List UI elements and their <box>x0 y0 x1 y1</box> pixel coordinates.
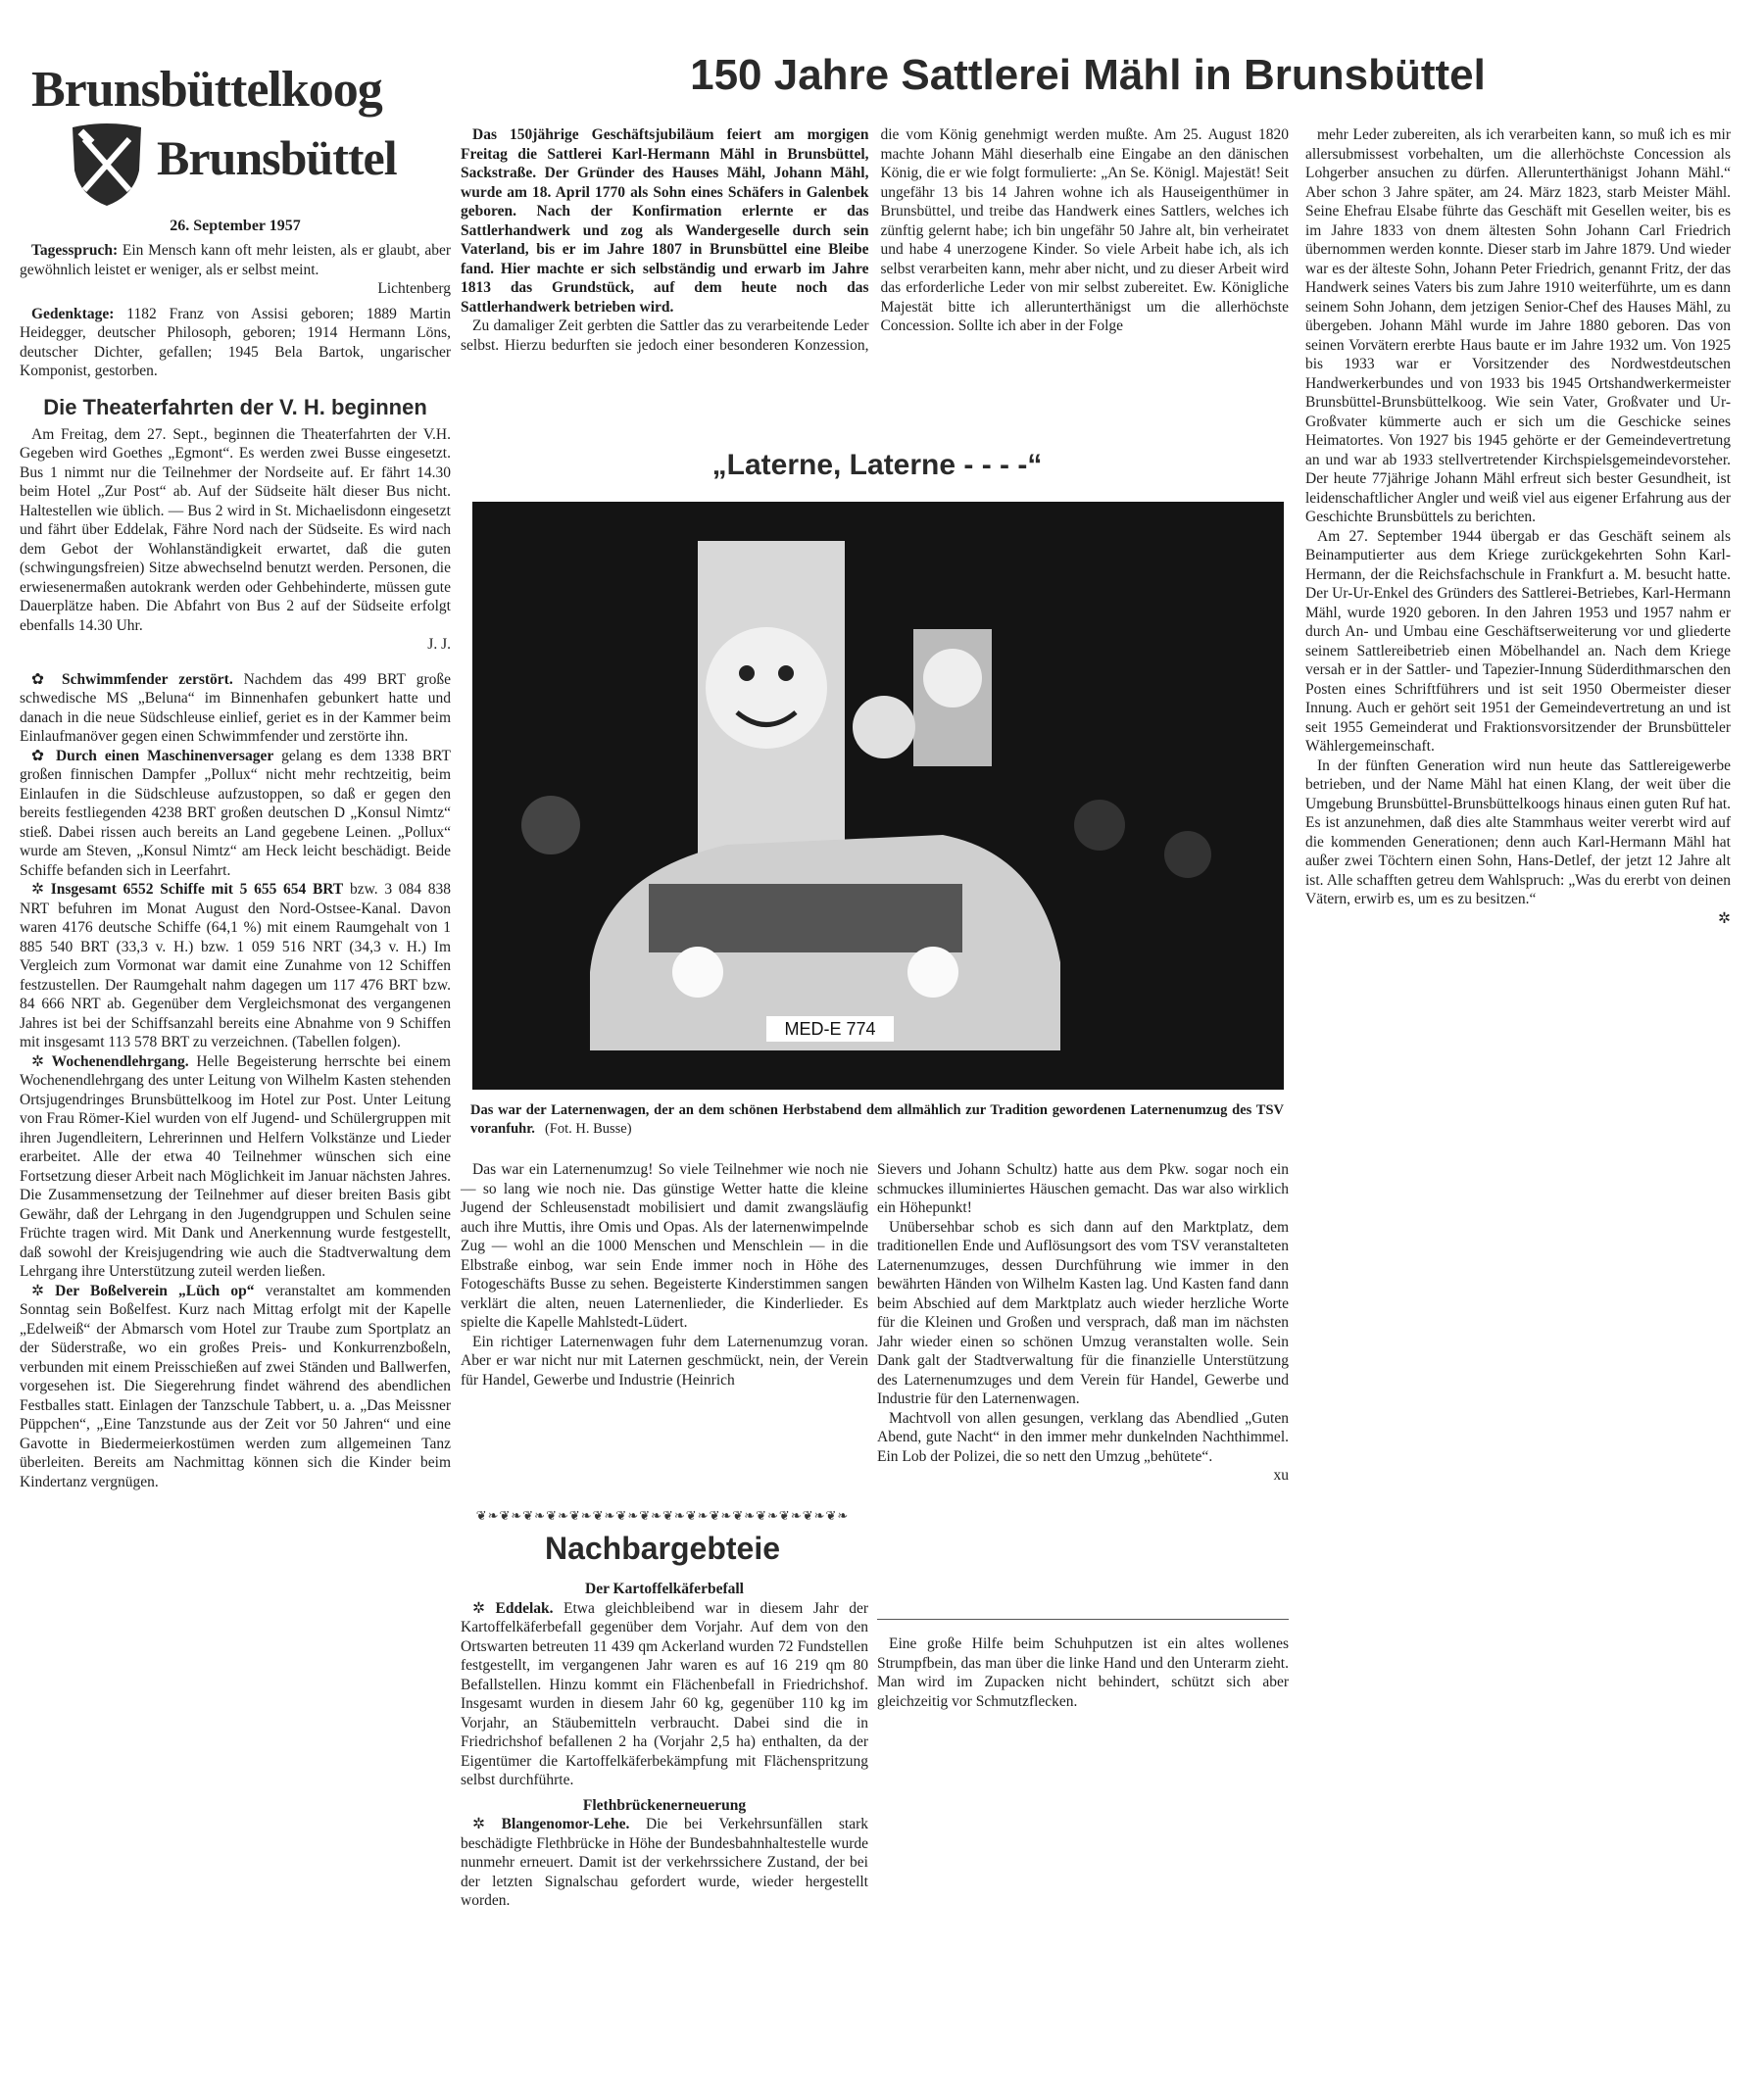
ornament-divider: ❦❧❦❧❦❧❦❧❦❧❦❧❦❧❦❧❦❧❦❧❦❧❦❧❦❧❦❧❦❧❦❧ <box>475 1508 850 1523</box>
fleth-subheading: Flethbrückenerneuerung <box>582 1796 747 1814</box>
maschinen-label: Durch einen Maschinenversager <box>55 747 274 764</box>
gedenktage-text: 1182 Franz von Assisi geboren; 1889 Martin Heidegger, deutscher Philosoph, geboren; 1914 Hermann Löns, deutscher Dichter, gefallen; 1945 Bela Bartok, ungarischer Komponist, gestorben. <box>20 305 451 379</box>
laterne-p5: Machtvoll von allen gesungen, verklang das Abendlied „Guten Abend, gute Nacht“ in den immer mehr dunkelnden Nachthimmel. Ein Lob der Polizei, die so nett den Umzug „behütete“. <box>877 1409 1289 1465</box>
eddelak-text: Etwa gleichbleibend war in diesem Jahr der Kartoffelkäferbefall gegenüber dem Vorjahr. Auf dem von den Ortswarten betreuten 11 439 qm Ackerland wurden 72 Fundstellen festgestellt, im vergangenen Jahr waren es auf 16 219 qm 80 Befallstellen. Hinzu kommt ein Flächenbefall in Friedrichshof. Insgesamt wurden in diesem Jahr 60 kg, gegenüber 110 kg im Vorjahr, an Stäubemitteln verbraucht. Dabei sind die in Friedrichshof befallenen 2 ha (Vorjahr 2,5 ha) enthalten, da der Eigentümer die Kartoffelkäferbekämpfung mit Flächenspritzung selbst durchführte. <box>461 1599 868 1788</box>
nachbar-column: Der Kartoffelkäferbefall ✲ Eddelak. Etwa gleichbleibend war in diesem Jahr der Kartoffelkäferbefall gegenüber dem Vorjahr. Auf dem von den Ortswarten betreuten 11 439 qm Ackerland wurden 72 Fundstellen festgestellt, im vergangenen Jahr waren es auf 16 219 qm 80 Befallstellen. Hinzu kommt ein Flächenbefall in Friedrichshof. Insgesamt wurden in diesem Jahr 60 kg, gegenüber 110 kg im Vorjahr, an Stäubemitteln verbraucht. Dabei sind die in Friedrichshof befallenen 2 ha (Vorjahr 2,5 ha) enthalten, da der Eigentümer die Kartoffelkäferbekämpfung mit Flächenspritzung selbst durchführte. Flethbrückenerneuerung ✲ Blangenomor-Lehe. Die bei Verkehrsunfällen stark beschädigte Flethbrücke in Höhe der Bundesbahnhaltestelle wurde nunmehr erneuert. Damit ist der verkehrssichere Zustand, der bei der letzten Signalschau gefordert wurde, wieder hergestellt worden. <box>461 1581 868 1909</box>
kartoffel-subheading: Der Kartoffelkäferbefall <box>585 1581 744 1597</box>
theater-text: Am Freitag, dem 27. Sept., beginnen die Theaterfahrten der V.H. Gegeben wird Goethes „Egmont“. Es werden zwei Busse eingesetzt. Bus 1 nimmt nur die Teilnehmer der Nordseite auf. Er fährt 14.30 beim Hotel „Zur Post“ ab. Auf der Südseite hält dieser Bus nicht. Haltestellen wie üblich. — Bus 2 wird in St. Michaelisdonn eingesetzt und fährt über Eddelak, Fähre Nord nach der Südseite. Es wird nach dem Gebot der Wohlanständigkeit erwartet, daß die guten (schwingungsfreien) Sitze abwechselnd benutzt werden. Personen, die erwiesenermaßen autokrank werden oder Gehbehinderte, müssen gute Dauerplätze haben. Die Abfahrt von Bus 2 auf der Südseite erfolgt ebenfalls 14.30 Uhr. <box>20 425 451 634</box>
masthead-line1: Brunsbüttelkoog <box>31 62 382 118</box>
laterne-p3: Sievers und Johann Schultz) hatte aus dem Pkw. sogar noch ein schmuckes illuminiertes Häuschen gemacht. Das war also wirklich ein Höhepunkt! <box>877 1161 1289 1216</box>
coat-of-arms-icon <box>69 122 145 208</box>
main-col4a: mehr Leder zubereiten, als ich verarbeiten kann, so muß ich es mir allersubmissest vorbehalten, um die allerhöchste Concession als Lohgerber ansuchen zu dürfen. Allerunterthänigst Johann Mähl.“ Aber schon 3 Jahre später, am 24. März 1823, starb Meister Mähl. Seine Ehefrau Elsabe führte das Geschäft mit Gesellen weiter, bis es im Jahre 1833 von dnem ältesten Sohn Johann Carl Friedrich übernommen werden konnte. Dieser starb im Jahre 1879. Und wieder war es der älteste Sohn, Johann Peter Friedrich, genannt Fritz, der das Handwerk seines Vaters bis zum Jahre 1910 weiterführte, um es dann seinem Sohn Johann, dem jetzigen Senior-Chef des Hauses Mähl, zu übergeben. Johann Mähl wurde im Jahre 1880 geboren. Das von seinen Vorvätern ererbte Haus baute er im Jahre 1932 um. Von 1925 bis 1933 war er Vorsitzender des Nordwestdeutschen Handwerkerbundes und von 1933 bis 1945 Ortshandwerkermeister Brunsbüttel-Brunsbüttelkoog. Wie sein Vater, Großvater und Ur-Großvater kümmerte auch er sich um die Geschicke seines Heimatortes. Von 1927 bis 1945 gehörte er der Gemeindevertretung an und war ab 1933 stellvertretender Kirchspielsgemeindevorsteher. Der heute 77jährige Johann Mähl erfreut sich bester Gesundheit, ist leidenschaftlicher Angler und weiß viel aus eigener Erfahrung aus der Geschichte Brunsbüttels zu berichten. <box>1305 126 1731 525</box>
maschinen-text: gelang es dem 1338 BRT großen finnischen Dampfer „Pollux“ nicht mehr rechtzeitig, beim Einlaufen in die Südschleuse aufzustoppen, so daß er gegen den bereits festliegenden 4238 BRT großen deutschen D „Konsul Nimtz“ stieß. Dabei rissen auch bereits an Land gegebene Leinen. „Pollux“ wurde am Steven, „Konsul Nimtz“ am Heck leicht beschädigt. Beide Schiffe befanden sich in Leerfahrt. <box>20 747 452 879</box>
caption-text: Das war der Laternenwagen, der an dem schönen Herbstabend dem allmählich zur Tradition gewordenen Laternenumzug des TSV voranfuhr. <box>470 1102 1284 1137</box>
tagesspruch-text: Ein Mensch kann oft mehr leisten, als er glaubt, aber gewöhnlich leistet er weniger, als er selbst meint. <box>20 242 451 278</box>
main-col4b: Am 27. September 1944 übergab er das Geschäft seinem als Beinamputierter aus dem Kriege zurückgekehrten Sohn Karl-Hermann, der die Reichsfachschule in Frankfurt a. M. besucht hatte. Der Ur-Ur-Enkel des Gründers des Sattlerei-Betriebes, Karl-Hermann Mähl, wurde 1920 geboren. In den Jahren 1953 und 1957 nahm er durch An- und Umbau eine Geschäftserweiterung vor und gliederte seinem Sattlereibetrieb einen Möbelhandel an. Nach dem Kriege versah er in der Sattler- und Tapezier-Innung Süderdithmarschen den Posten eines Schriftführers und ist seit 1950 Obermeister dieser Innung. Auch er gehört seit 1951 der Gemeindevertretung an und ist seit 1955 Gemeinderat und Fraktionsvorsitzender der Brunsbütteler Wählergemeinschaft. <box>1305 527 1731 755</box>
photo-credit: (Fot. H. Busse) <box>544 1121 632 1137</box>
bossel-text: veranstaltet am kommenden Sonntag sein Boßelfest. Kurz nach Mittag erfolgt mit der Kapelle „Edelweiß“ der Abmarsch vom Hotel zur Traube zum Sportplatz an der Süderstraße, wo ein großes Preis- und Konkurrenzboßeln, verbunden mit einem Preisschießen auf zwei Ständen und Ballwerfen, vorgesehen ist. Die Siegerehrung findet während des abendlichen Festballes statt. Einlagen der Tanzschule Tabbert, u. a. „Das Meissner Püppchen“, „Eine Tanzstunde aus der Zeit vor 50 Jahren“ und eine Gavotte in Biedermeierkostümen werden zum allgemeinen Tanz überleiten. Bereits am Nachmittag können sich die Kinder beim Kindertanz vergnügen. <box>20 1282 451 1490</box>
main-headline: 150 Jahre Sattlerei Mähl in Brunsbüttel <box>690 51 1486 99</box>
tagesspruch-author: Lichtenberg <box>377 280 451 297</box>
nachbar-heading: Nachbargebteie <box>544 1531 781 1566</box>
blangenmoor-text: Die bei Verkehrsunfällen stark beschädigte Flethbrücke in Höhe der Bundesbahnhaltestelle wurde nunmehr erneuert. Damit ist der verkehrssichere Zustand, der bei der letzten Signalschau gefordert wurde, wieder hergestellt worden. <box>461 1816 868 1909</box>
left-column: Tagesspruch: Ein Mensch kann oft mehr leisten, als er glaubt, aber gewöhnlich leistet er weniger, als er selbst meint. Lichtenberg Gedenktage: 1182 Franz von Assisi geboren; 1889 Martin Heidegger, deutscher Philosoph, geboren; 1914 Hermann Löns, deutscher Dichter, gefallen; 1945 Bela Bartok, ungarischer Komponist, gestorben. Die Theaterfahrten der V. H. beginnen Am Freitag, dem 27. Sept., beginnen die Theaterfahrten der V.H. Gegeben wird Goethes „Egmont“. Es werden zwei Busse eingesetzt. Bus 1 nimmt nur die Teilnehmer der Nordseite auf. Er fährt 14.30 beim Hotel „Zur Post“ ab. Auf der Südseite hält dieser Bus nicht. Haltestellen wie üblich. — Bus 2 wird in St. Michaelisdonn eingesetzt und fährt über Eddelak, Fähre Nord nach der Südseite. Es wird nach dem Gebot der Wohlanständigkeit erwartet, daß die guten (schwingungsfreien) Sitze abwechselnd benutzt werden. Personen, die erwiesenermaßen autokrank werden oder Gehbehinderte, müssen gute Dauerplätze haben. Die Abfahrt von Bus 2 auf der Südseite erfolgt ebenfalls 14.30 Uhr. J. J. ✿ Schwimmfender zerstört. Nachdem das 499 BRT große schwedische MS „Beluna“ im Binnenhafen gebunkert hatte und danach in die neue Südschleuse einlief, geriet es in der Kammer beim Einlaufmanöver gegen einen Schwimmfender und zerstörte ihn. ✿ Durch einen Maschinenversager gelang es dem 1338 BRT großen finnischen Dampfer „Pollux“ nicht mehr rechtzeitig, beim Einlaufen in die Südschleuse aufzustoppen, so daß er gegen den bereits festliegenden 4238 BRT großen deutschen D „Konsul Nimtz“ stieß. Dabei rissen auch bereits an Land gegebene Leinen. „Pollux“ wurde am Steven, „Konsul Nimtz“ am Heck leicht beschädigt. Beide Schiffe befanden sich in Leerfahrt. ✲ Insgesamt 6552 Schiffe mit 5 655 654 BRT bzw. 3 084 838 NRT befuhren im Monat August den Nord-Ostsee-Kanal. Davon waren 4176 deutsche Schiffe (64,1 %) mit einem Raumgehalt von 1 885 540 BRT (33,3 v. H.) bzw. 1 059 516 NRT (34,3 v. H.) Im Vergleich zum Vormonat war damit eine Zunahme von 12 Schiffen festzustellen. Der Raumgehalt nahm dagegen um 117 476 BRT bzw. 84 666 NRT ab. Gegenüber dem Vergleichsmonat des vergangenen Jahres ist bei der Schiffsanzahl bereits eine Abnahme von 9 Schiffen mit insgesamt 113 578 BRT zu verzeichnen. (Tabellen folgen). ✲ Wochenendlehrgang. Helle Begeisterung herrschte bei einem Wochenendlehrgang des unter Leitung von Wilhelm Kasten stehenden Ortsjugendringes Brunsbüttelkoog im Hotel zur Post. Unter Leitung von Frau Römer-Kiel wurden von elf Jugend- und Schülergruppen mit ihren Jugendleitern, Lehrerinnen und Helfern Volkstänze und Lieder erarbeitet. Alle der etwa 40 Teilnehmer wünschen sich eine Fortsetzung dieser Arbeit nach Möglichkeit im Januar nächsten Jahres. Die Zusammensetzung der Teilnehmer auf dieser breiten Basis gibt Gewähr, daß der Lehrgang in den Jugendgruppen und Schulen seine Früchte tragen wird. Mit Dank und Anerkennung wurde festgestellt, daß sowohl der Kreisjugendring wie auch die Stadtverwaltung dem Lehrgang ihre Unterstützung zuteil werden ließen. ✲ Der Boßelverein „Lüch op“ veranstaltet am kommenden Sonntag sein Boßelfest. Kurz nach Mittag erfolgt mit der Kapelle „Edelweiß“ der Abmarsch vom Hotel zur Traube zum Sportplatz an der Süderstraße, wo ein großes Preis- und Konkurrenzboßeln, verbunden mit einem Preisschießen auf zwei Ständen und Ballwerfen, vorgesehen ist. Die Siegerehrung findet während des abendlichen Festballes statt. Einlagen der Tanzschule Tabbert, u. a. „Das Meissner Püppchen“, „Eine Tanzstunde aus der Zeit vor 50 Jahren“ und eine Gavotte in Biedermeierkostümen werden zum allgemeinen Tanz überleiten. Bereits am Nachmittag können sich die Kinder beim Kindertanz vergnügen. <box>20 242 452 1490</box>
main-top-columns <box>461 125 1289 355</box>
blangenmoor-label: Blangenomor-Lehe. <box>501 1816 630 1832</box>
photo-illustration <box>472 502 1284 1090</box>
laterne-col-right <box>877 1160 1289 1486</box>
license-plate: MED-E 774 <box>784 1019 876 1039</box>
theater-heading: Die Theaterfahrten der V. H. beginnen <box>43 394 427 419</box>
schwimm-text: Nachdem das 499 BRT große schwedische MS „Beluna“ im Binnenhafen gebunkert hatte und danach in die neue Südschleuse einlief, geriet es in der Kammer beim Einlaufmanöver gegen einen Schwimmfender und zerstörte ihn. <box>20 670 451 745</box>
main-p2: Zu damaliger Zeit gerbten die Sattler das zu verarbeitende Leder selbst. Hierzu bedurften sie jedoch einer besonderen Konzession, die vom König genehmigt werden mußte. Am 25. August 1820 machte Johann Mähl dieserhalb eine Eingabe an den dänischen König, die er wie folgt formulierte: „An Se. Königl. Majestät! Seit ungefähr 13 bis 14 Jahren wohne ich als Hauseigenthümer in Brunsbüttel, und treibe das Handwerk eines Sattlers, welches ich zünftig gelernt habe; ich bin ungefähr 50 Jahre alt, bin verheiratet und habe 4 unerzogene Kinder. So viele Arbeit habe ich, als ich selbst verarbeiten kann, mehr aber nicht, und zu dieser Arbeit wird das erforderliche Leder von mir selbst zubereitet. Ew. Königliche Majestät bitte ich allerunterthänigst um die allerhöchste Concession. Sollte ich aber in der Folge <box>461 126 1289 354</box>
photo-caption <box>470 1101 1284 1139</box>
theater-signature: J. J. <box>427 636 451 653</box>
laterne-p4: Unübersehbar schob es sich dann auf den Marktplatz, dem traditionellen Ende und Auflösungsort des vom TSV veranstalteten Laternenumzuges, dessen Durchführung wie immer in den bewährten Händen von Wilhelm Kasten lag. Und Kasten fand dann beim Abschied auf dem Marktplatz auch wieder herzliche Worte für die Kleinen und Großen und versprach, daß man im nächsten Jahr wieder einen so schönen Umzug veranstalten wolle. Sein Dank galt der Stadtverwaltung für die finanzielle Unterstützung des Laternenumzuges und dem Verein für Handel, Gewerbe und Industrie für den Laternenwagen. <box>877 1218 1289 1407</box>
schwimm-label: Schwimmfender zerstört. <box>62 670 233 688</box>
laterne-p1: Das war ein Laternenumzug! So viele Teilnehmer wie noch nie — so lang wie noch nie. Das günstige Wetter hatte die kleine Jugend der Schleusenstadt mobilisiert und damit zwangsläufig auch ihre Muttis, ihre Omis und Opas. Als der laternenwimpelnde Zug — wohl an die 1000 Menschen und Menschlein — in die Elbstraße einbog, war sein Ende immer noch in Höhe des Fotogeschäfts Busse zu sehen. Begeisterte Kinderstimmen sangen verklärt die alten, neuen Laternenlieder, die Kinderlieder. Es spielte die Kapelle Mahlstedt-Lüdert. <box>461 1161 868 1331</box>
main-intro: Das 150jährige Geschäftsjubiläum feiert am morgigen Freitag die Sattlerei Karl-Hermann Mähl in Brunsbüttel, Sackstraße. Der Gründer des Hauses Mähl, Johann Mähl, wurde am 18. April 1770 als Sohn eines Schäfers in Galenbek geboren. Nach der Konfirmation erlernte er das Sattlerhandwerk und zog als Wandergeselle durch sein Vaterland, bis er im Jahre 1807 in Brunsbüttel eine Bleibe fand. Hier machte er sich selbständig und erwarb im Jahre 1813 das Grundstück, auf dem heute noch das Sattlerhandwerk betrieben wird. <box>461 126 869 316</box>
laterne-signature: xu <box>1273 1467 1289 1484</box>
insgesamt-text: bzw. 3 084 838 NRT befuhren im Monat August den Nord-Ostsee-Kanal. Davon waren 4176 deutsche Schiffe (64,1 %) mit einem Raumgehalt von 1 885 540 BRT (33,3 v. H.) bzw. 1 059 516 NRT (34,3 v. H.) Im Vergleich zum Vormonat war damit eine Zunahme von 12 Schiffen festzustellen. Der Raumgehalt nahm dagegen um 117 476 BRT bzw. 84 666 NRT ab. Gegenüber dem Vergleichsmonat des vergangenen Jahres ist bei der Schiffsanzahl bereits eine Abnahme von 9 Schiffen mit insgesamt 113 578 BRT zu verzeichnen. (Tabellen folgen). <box>20 881 451 1050</box>
laterne-heading: „Laterne, Laterne - - - -“ <box>711 449 1043 481</box>
issue-date: 26. September 1957 <box>170 218 301 234</box>
masthead <box>29 61 441 198</box>
bossel-label: Der Boßelverein „Lüch op“ <box>55 1282 255 1299</box>
masthead-line2: Brunsbüttel <box>157 130 397 185</box>
main-col4 <box>1305 125 1731 928</box>
laterne-col-left <box>461 1160 868 1390</box>
tip-column <box>877 1634 1289 1711</box>
laterne-p2: Ein richtiger Laternenwagen fuhr dem Laternenumzug voran. Aber er war nicht nur mit Laternen geschmückt, nein, der Verein für Handel, Gewerbe und Industrie (Heinrich <box>461 1333 868 1389</box>
shoe-tip-text: Eine große Hilfe beim Schuhputzen ist ein altes wollenes Strumpfbein, das man über die linke Hand und den Unterarm zieht. Man wird im Zupacken nicht behindert, schützt sich aber gleichzeitig vor Schmutzflecken. <box>877 1635 1289 1710</box>
wochenend-label: Wochenendlehrgang. <box>51 1052 189 1070</box>
tagesspruch-label: Tagesspruch: <box>31 242 119 259</box>
divider-line <box>877 1619 1289 1620</box>
lantern-car-photo <box>472 502 1284 1090</box>
eddelak-label: Eddelak. <box>495 1599 554 1617</box>
gedenktage-label: Gedenktage: <box>31 305 115 322</box>
wochenend-text: Helle Begeisterung herrschte bei einem Wochenendlehrgang des unter Leitung von Wilhelm Kasten stehenden Ortsjugendringes Brunsbüttelkoog im Hotel zur Post. Unter Leitung von Frau Römer-Kiel wurden von elf Jugend- und Schülergruppen mit ihren Jugendleitern, Lehrerinnen und Helfern Volkstänze und Lieder erarbeitet. Alle der etwa 40 Teilnehmer wünschen sich eine Fortsetzung dieser Arbeit nach Möglichkeit im Januar nächsten Jahres. Die Zusammensetzung der Teilnehmer auf dieser breiten Basis gibt Gewähr, daß der Lehrgang in den Jugendgruppen und Schulen seine Früchte tragen wird. Mit Dank und Anerkennung wurde festgestellt, daß sowohl der Kreisjugendring wie auch die Stadtverwaltung dem Lehrgang ihre Unterstützung zuteil werden ließen. <box>20 1052 451 1280</box>
star-icon: ✲ <box>1718 909 1731 927</box>
main-col4c: In der fünften Generation wird nun heute das Sattlereigewerbe betrieben, und der Name Mähl hat einen Klang, der weit über die Umgebung Brunsbüttel-Brunsbüttelkoogs hinaus einen guten Ruf hat. Es ist anzunehmen, daß dies alte Stammhaus weiter vererbt wird auf die kommenden Generationen; denn auch Karl-Hermann Mähl hat außer zwei Töchtern einen Sohn, Hans-Detlef, der jetzt 12 Jahre alt ist. Alle schafften getreu dem Wahlspruch: „Was du ererbt von deinen Vätern, erwirb es, um es zu besitzen.“ <box>1305 756 1731 907</box>
insgesamt-label: Insgesamt 6552 Schiffe mit 5 655 654 BRT <box>50 881 344 898</box>
